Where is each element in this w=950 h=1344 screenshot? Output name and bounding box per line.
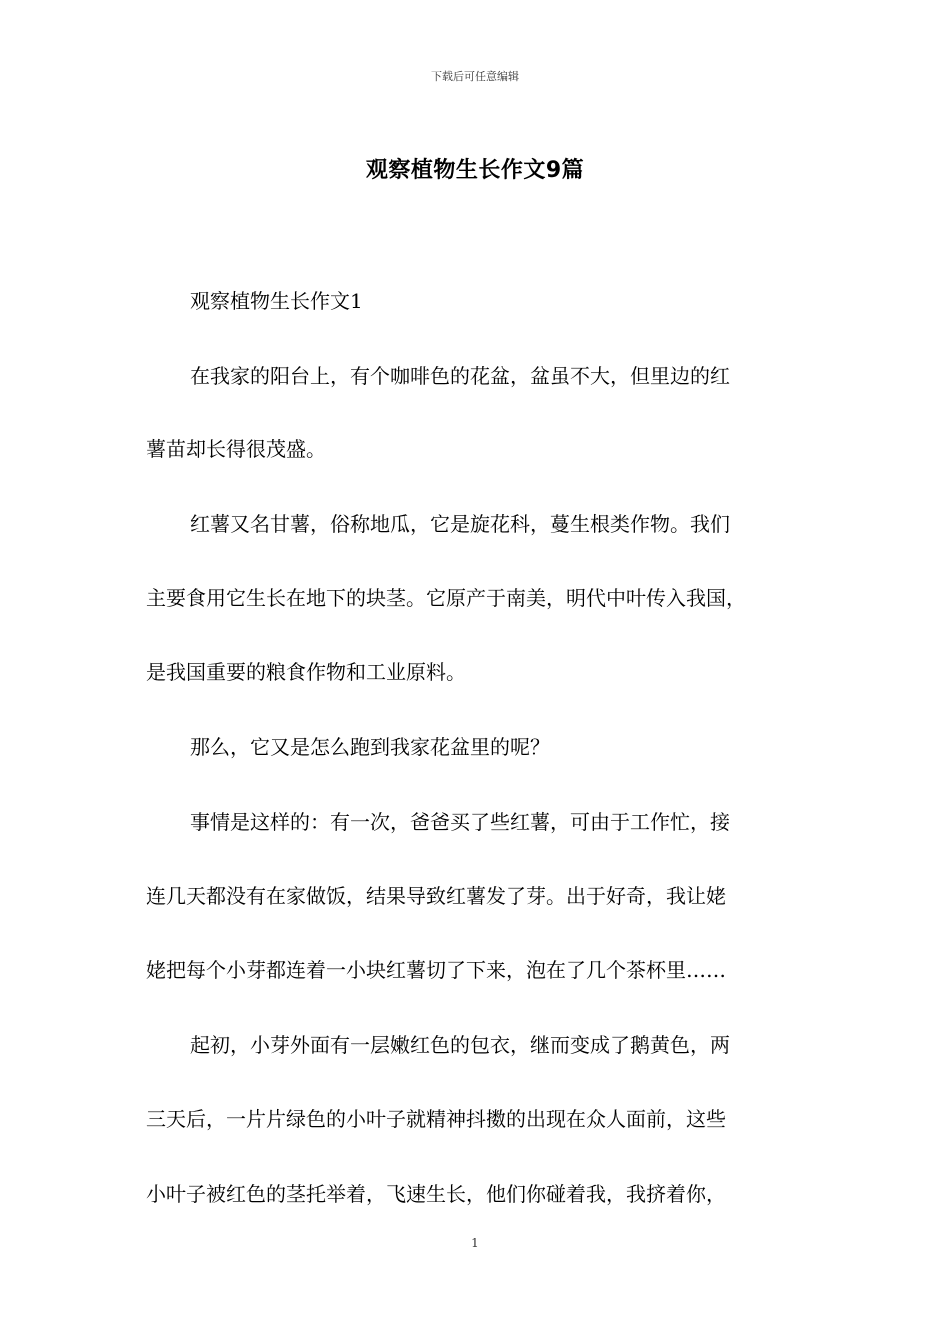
paragraph-line: 小叶子被红色的茎托举着，飞速生长，他们你碰着我，我挤着你， [146,1182,726,1206]
paragraph-line: 连几天都没有在家做饭，结果导致红薯发了芽。出于好奇，我让姥 [146,884,726,908]
paragraph-line: 那么，它又是怎么跑到我家花盆里的呢？ [190,735,550,759]
page-number: 1 [471,1236,479,1250]
paragraph-line: 事情是这样的：有一次，爸爸买了些红薯，可由于工作忙，接 [190,810,730,834]
paragraph-line: 红薯又名甘薯，俗称地瓜，它是旋花科，蔓生根类作物。我们 [190,512,730,536]
section-heading: 观察植物生长作文1 [190,289,363,313]
document-title: 观察植物生长作文9篇 [365,158,585,183]
paragraph-line: 是我国重要的粮食作物和工业原料。 [146,660,466,684]
paragraph-line: 姥把每个小芽都连着一小块红薯切了下来，泡在了几个茶杯里…… [146,958,726,982]
header-note: 下载后可任意编辑 [431,70,519,83]
paragraph-line: 薯苗却长得很茂盛。 [146,437,326,461]
paragraph-line: 主要食用它生长在地下的块茎。它原产于南美，明代中叶传入我国， [146,586,746,610]
paragraph-line: 三天后，一片片绿色的小叶子就精神抖擞的出现在众人面前，这些 [146,1107,726,1131]
paragraph-line: 起初，小芽外面有一层嫩红色的包衣，继而变成了鹅黄色，两 [190,1033,730,1057]
paragraph-line: 在我家的阳台上，有个咖啡色的花盆，盆虽不大，但里边的红 [190,364,730,388]
